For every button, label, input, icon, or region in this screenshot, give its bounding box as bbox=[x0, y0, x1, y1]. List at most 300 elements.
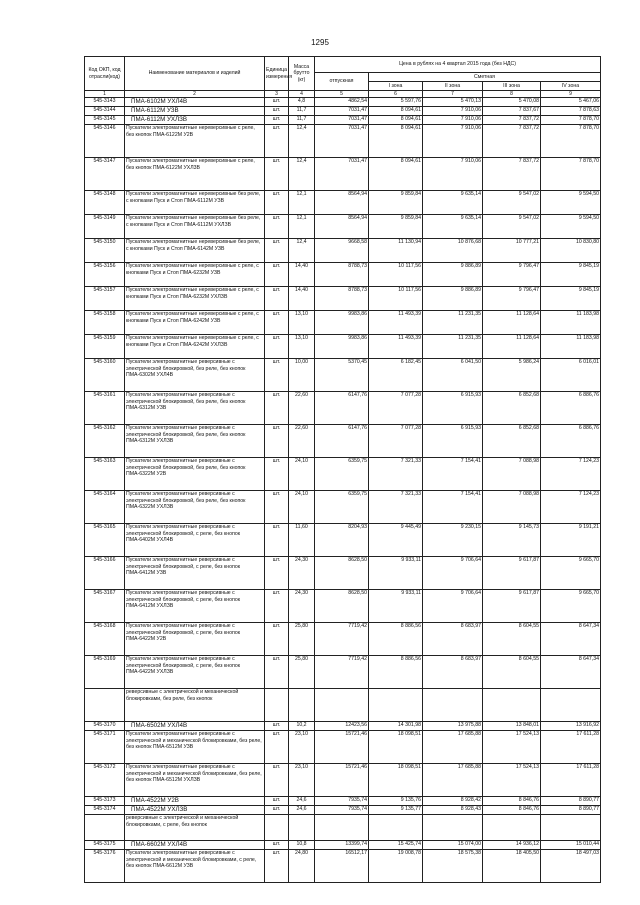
price-zone-3-cell: 6 852,68 bbox=[483, 425, 541, 458]
table-row bbox=[85, 815, 601, 841]
price-zone-1-cell: 19 008,78 bbox=[369, 850, 423, 883]
header-zone-2: II зона bbox=[423, 82, 483, 91]
item-name-cell: ПМА-6102М УХЛ4В bbox=[125, 98, 265, 107]
price-zone-1-cell: 18 098,51 bbox=[369, 731, 423, 764]
price-zone-3-cell: 8 846,76 bbox=[483, 806, 541, 815]
table-row bbox=[85, 623, 601, 656]
price-zone-2-cell: 11 231,35 bbox=[423, 311, 483, 335]
price-otpusknaya-cell: 7935,74 bbox=[315, 797, 369, 806]
price-zone-1-cell bbox=[369, 815, 423, 841]
price-zone-1-cell: 7 321,33 bbox=[369, 458, 423, 491]
unit-cell: шт. bbox=[265, 797, 289, 806]
price-zone-4-cell: 9 594,50 bbox=[541, 191, 601, 215]
price-zone-1-cell: 8 094,61 bbox=[369, 125, 423, 158]
price-zone-1-cell: 9 859,84 bbox=[369, 191, 423, 215]
price-zone-4-cell bbox=[541, 815, 601, 841]
mass-cell: 24,10 bbox=[289, 458, 315, 491]
price-otpusknaya-cell: 7935,74 bbox=[315, 806, 369, 815]
price-zone-4-cell: 8 647,34 bbox=[541, 656, 601, 689]
price-zone-2-cell: 9 706,64 bbox=[423, 557, 483, 590]
column-number: 4 bbox=[289, 91, 315, 98]
okp-code-cell: 545-3165 bbox=[85, 524, 125, 557]
unit-cell: шт. bbox=[265, 335, 289, 359]
table-row bbox=[85, 425, 601, 458]
price-zone-2-cell: 9 635,14 bbox=[423, 215, 483, 239]
price-zone-4-cell: 18 497,03 bbox=[541, 850, 601, 883]
price-zone-4-cell: 9 845,19 bbox=[541, 287, 601, 311]
table-row bbox=[85, 689, 601, 722]
unit-cell: шт. bbox=[265, 392, 289, 425]
price-zone-3-cell: 8 604,55 bbox=[483, 623, 541, 656]
header-code: Код ОКП, код отрасли(код) bbox=[85, 57, 125, 91]
price-zone-3-cell: 9 617,87 bbox=[483, 590, 541, 623]
price-zone-3-cell: 11 128,64 bbox=[483, 335, 541, 359]
price-zone-2-cell: 7 910,06 bbox=[423, 107, 483, 116]
price-otpusknaya-cell bbox=[315, 689, 369, 722]
price-zone-4-cell: 8 890,77 bbox=[541, 806, 601, 815]
price-zone-4-cell bbox=[541, 689, 601, 722]
price-zone-1-cell: 6 182,45 bbox=[369, 359, 423, 392]
price-otpusknaya-cell: 6147,76 bbox=[315, 392, 369, 425]
price-zone-2-cell: 15 074,00 bbox=[423, 841, 483, 850]
unit-cell: шт. bbox=[265, 458, 289, 491]
header-zone-4: IV зона bbox=[541, 82, 601, 91]
price-zone-3-cell: 9 547,02 bbox=[483, 215, 541, 239]
mass-cell: 24,10 bbox=[289, 491, 315, 524]
price-zone-4-cell: 11 183,98 bbox=[541, 311, 601, 335]
price-zone-2-cell: 17 685,88 bbox=[423, 731, 483, 764]
unit-cell: шт. bbox=[265, 116, 289, 125]
item-name-cell: ПМА-6502М УХЛ4В bbox=[125, 722, 265, 731]
item-name-cell: Пускатели электромагнитные реверсивные с электрической блокировкой, без реле, без кнопок ПМА-6312М УЗВ bbox=[125, 392, 265, 425]
price-otpusknaya-cell: 7031,47 bbox=[315, 107, 369, 116]
item-name-cell: Пускатели электромагнитные реверсивные с электрической блокировкой, без реле, без кнопок ПМА-6302М УХЛ4В bbox=[125, 359, 265, 392]
mass-cell: 12,4 bbox=[289, 125, 315, 158]
price-zone-3-cell: 17 524,13 bbox=[483, 731, 541, 764]
price-zone-2-cell: 7 154,41 bbox=[423, 491, 483, 524]
item-name-cell: ПМА-4522М УХЛЗВ bbox=[125, 806, 265, 815]
price-otpusknaya-cell: 6359,75 bbox=[315, 458, 369, 491]
price-zone-3-cell: 6 852,68 bbox=[483, 392, 541, 425]
price-zone-4-cell: 11 183,98 bbox=[541, 335, 601, 359]
price-zone-2-cell: 9 886,89 bbox=[423, 287, 483, 311]
price-zone-3-cell: 5 470,08 bbox=[483, 98, 541, 107]
price-otpusknaya-cell: 8628,50 bbox=[315, 590, 369, 623]
item-name-cell: Пускатели электромагнитные нереверсивные с реле, с кнопками Пуск и Стоп ПМА-6232М УХЛЗВ bbox=[125, 287, 265, 311]
table-row bbox=[85, 392, 601, 425]
price-zone-2-cell: 7 154,41 bbox=[423, 458, 483, 491]
price-zone-3-cell: 18 405,50 bbox=[483, 850, 541, 883]
price-zone-3-cell bbox=[483, 689, 541, 722]
item-name-cell: ПМА-6602М УХЛ4В bbox=[125, 841, 265, 850]
price-zone-3-cell: 7 837,72 bbox=[483, 116, 541, 125]
price-otpusknaya-cell: 7719,42 bbox=[315, 656, 369, 689]
mass-cell: 13,10 bbox=[289, 311, 315, 335]
price-zone-4-cell: 17 611,28 bbox=[541, 731, 601, 764]
price-zone-2-cell: 7 910,06 bbox=[423, 116, 483, 125]
mass-cell: 14,40 bbox=[289, 287, 315, 311]
unit-cell: шт. bbox=[265, 623, 289, 656]
price-zone-4-cell: 7 124,23 bbox=[541, 458, 601, 491]
okp-code-cell: 545-3176 bbox=[85, 850, 125, 883]
header-smetnaya: Сметная bbox=[369, 73, 601, 82]
unit-cell: шт. bbox=[265, 806, 289, 815]
table-row bbox=[85, 98, 601, 107]
price-otpusknaya-cell: 4862,54 bbox=[315, 98, 369, 107]
table-row bbox=[85, 287, 601, 311]
table-row bbox=[85, 557, 601, 590]
price-zone-1-cell: 10 117,56 bbox=[369, 263, 423, 287]
okp-code-cell: 545-3164 bbox=[85, 491, 125, 524]
item-name-cell: Пускатели электромагнитные нереверсивные с реле, без кнопок ПМА-6122М УХЛ3В bbox=[125, 158, 265, 191]
mass-cell: 11,7 bbox=[289, 116, 315, 125]
price-zone-3-cell: 11 128,64 bbox=[483, 311, 541, 335]
mass-cell: 12,1 bbox=[289, 191, 315, 215]
price-otpusknaya-cell: 16512,17 bbox=[315, 850, 369, 883]
price-zone-2-cell: 5 470,13 bbox=[423, 98, 483, 107]
price-zone-3-cell: 9 796,47 bbox=[483, 263, 541, 287]
price-zone-2-cell: 17 685,88 bbox=[423, 764, 483, 797]
price-zone-1-cell: 5 597,76 bbox=[369, 98, 423, 107]
item-name-cell: реверсивные с электрической и механической блокировками, с реле, без кнопок bbox=[125, 815, 265, 841]
price-zone-1-cell: 9 859,84 bbox=[369, 215, 423, 239]
unit-cell: шт. bbox=[265, 850, 289, 883]
price-zone-2-cell: 9 635,14 bbox=[423, 191, 483, 215]
price-otpusknaya-cell: 6147,76 bbox=[315, 425, 369, 458]
table-row bbox=[85, 590, 601, 623]
price-zone-3-cell: 7 837,72 bbox=[483, 125, 541, 158]
price-zone-2-cell: 7 910,06 bbox=[423, 158, 483, 191]
column-number: 7 bbox=[423, 91, 483, 98]
price-zone-4-cell: 7 878,70 bbox=[541, 116, 601, 125]
table-row bbox=[85, 731, 601, 764]
item-name-cell: ПМА-4522М У2В bbox=[125, 797, 265, 806]
price-zone-1-cell: 7 077,28 bbox=[369, 425, 423, 458]
mass-cell: 25,80 bbox=[289, 656, 315, 689]
price-zone-1-cell bbox=[369, 689, 423, 722]
column-number: 1 bbox=[85, 91, 125, 98]
price-zone-3-cell: 9 796,47 bbox=[483, 287, 541, 311]
price-zone-4-cell: 9 665,70 bbox=[541, 590, 601, 623]
price-zone-1-cell: 7 321,33 bbox=[369, 491, 423, 524]
price-otpusknaya-cell: 5370,45 bbox=[315, 359, 369, 392]
unit-cell bbox=[265, 689, 289, 722]
price-zone-2-cell: 11 231,35 bbox=[423, 335, 483, 359]
item-name-cell: Пускатели электромагнитные реверсивные с электрической блокировкой, с реле, без кнопок ПМА-6412М УЗВ bbox=[125, 557, 265, 590]
item-name-cell: Пускатели электромагнитные реверсивные с электрической и механической блокировками, с реле, без кнопок ПМА-6612М УЗВ bbox=[125, 850, 265, 883]
price-zone-4-cell: 13 916,92 bbox=[541, 722, 601, 731]
table-row bbox=[85, 116, 601, 125]
price-otpusknaya-cell: 8564,94 bbox=[315, 191, 369, 215]
price-otpusknaya-cell: 8788,73 bbox=[315, 263, 369, 287]
price-zone-3-cell: 14 936,12 bbox=[483, 841, 541, 850]
okp-code-cell: 545-3146 bbox=[85, 125, 125, 158]
mass-cell: 12,4 bbox=[289, 158, 315, 191]
column-number: 9 bbox=[541, 91, 601, 98]
price-otpusknaya-cell: 7031,47 bbox=[315, 158, 369, 191]
price-otpusknaya-cell: 9983,86 bbox=[315, 311, 369, 335]
price-zone-1-cell: 8 094,61 bbox=[369, 158, 423, 191]
okp-code-cell: 545-3157 bbox=[85, 287, 125, 311]
table-row bbox=[85, 806, 601, 815]
mass-cell: 10,2 bbox=[289, 722, 315, 731]
mass-cell: 14,40 bbox=[289, 263, 315, 287]
unit-cell: шт. bbox=[265, 263, 289, 287]
price-zone-2-cell: 8 683,97 bbox=[423, 623, 483, 656]
unit-cell: шт. bbox=[265, 491, 289, 524]
price-zone-4-cell: 9 665,70 bbox=[541, 557, 601, 590]
price-otpusknaya-cell: 15721,46 bbox=[315, 764, 369, 797]
table-row bbox=[85, 239, 601, 263]
header-zone-3: III зона bbox=[483, 82, 541, 91]
price-zone-3-cell: 7 837,67 bbox=[483, 107, 541, 116]
mass-cell bbox=[289, 815, 315, 841]
unit-cell: шт. bbox=[265, 287, 289, 311]
mass-cell: 24,30 bbox=[289, 590, 315, 623]
header-name: Наименование материалов и изделий bbox=[125, 57, 265, 91]
okp-code-cell: 545-3172 bbox=[85, 764, 125, 797]
okp-code-cell: 545-3171 bbox=[85, 731, 125, 764]
table-row bbox=[85, 656, 601, 689]
okp-code-cell: 545-3169 bbox=[85, 656, 125, 689]
price-zone-3-cell bbox=[483, 815, 541, 841]
item-name-cell: Пускатели электромагнитные реверсивные с электрической блокировкой, без реле, без кнопок ПМА-6322М У2В bbox=[125, 458, 265, 491]
mass-cell: 24,6 bbox=[289, 806, 315, 815]
header-mass: Масса брутто (кг) bbox=[289, 57, 315, 91]
price-zone-2-cell: 6 041,50 bbox=[423, 359, 483, 392]
okp-code-cell: 545-3158 bbox=[85, 311, 125, 335]
price-zone-3-cell: 8 846,76 bbox=[483, 797, 541, 806]
price-otpusknaya-cell: 9668,58 bbox=[315, 239, 369, 263]
price-zone-2-cell: 8 928,42 bbox=[423, 797, 483, 806]
price-zone-3-cell: 7 837,72 bbox=[483, 158, 541, 191]
header-otpusknaya: отпускная bbox=[315, 73, 369, 91]
price-zone-4-cell: 6 016,01 bbox=[541, 359, 601, 392]
mass-cell: 24,30 bbox=[289, 557, 315, 590]
okp-code-cell: 545-3168 bbox=[85, 623, 125, 656]
table-row bbox=[85, 263, 601, 287]
item-name-cell: Пускатели электромагнитные нереверсивные без реле, с кнопками Пуск и Стоп ПМА-6112М УХЛЗВ bbox=[125, 215, 265, 239]
price-zone-2-cell bbox=[423, 815, 483, 841]
price-zone-1-cell: 8 094,61 bbox=[369, 107, 423, 116]
item-name-cell: Пускатели электромагнитные нереверсивные с реле, с кнопками Пуск и Стоп ПМА-6242М УХЛЗВ bbox=[125, 335, 265, 359]
price-zone-2-cell: 8 683,97 bbox=[423, 656, 483, 689]
price-zone-1-cell: 7 077,28 bbox=[369, 392, 423, 425]
price-zone-3-cell: 9 547,02 bbox=[483, 191, 541, 215]
table-row bbox=[85, 107, 601, 116]
okp-code-cell: 545-3150 bbox=[85, 239, 125, 263]
okp-code-cell: 545-3148 bbox=[85, 191, 125, 215]
price-zone-1-cell: 8 886,56 bbox=[369, 623, 423, 656]
mass-cell: 24,80 bbox=[289, 850, 315, 883]
unit-cell: шт. bbox=[265, 359, 289, 392]
price-zone-2-cell: 13 975,88 bbox=[423, 722, 483, 731]
table-body bbox=[85, 98, 601, 883]
price-table bbox=[84, 56, 601, 883]
item-name-cell: Пускатели электромагнитные нереверсивные с реле, с кнопками Пуск и Стоп ПМА-6242М УЗВ bbox=[125, 311, 265, 335]
mass-cell: 10,8 bbox=[289, 841, 315, 850]
mass-cell: 11,7 bbox=[289, 107, 315, 116]
price-otpusknaya-cell: 8204,93 bbox=[315, 524, 369, 557]
unit-cell: шт. bbox=[265, 98, 289, 107]
price-zone-3-cell: 17 524,13 bbox=[483, 764, 541, 797]
mass-cell: 25,80 bbox=[289, 623, 315, 656]
price-zone-2-cell: 6 915,93 bbox=[423, 425, 483, 458]
table-row bbox=[85, 215, 601, 239]
price-zone-4-cell: 10 830,80 bbox=[541, 239, 601, 263]
price-zone-4-cell: 9 845,19 bbox=[541, 263, 601, 287]
price-otpusknaya-cell: 8628,50 bbox=[315, 557, 369, 590]
price-otpusknaya-cell: 15721,46 bbox=[315, 731, 369, 764]
okp-code-cell: 545-3170 bbox=[85, 722, 125, 731]
okp-code-cell: 545-3163 bbox=[85, 458, 125, 491]
price-zone-3-cell: 10 777,21 bbox=[483, 239, 541, 263]
mass-cell: 11,60 bbox=[289, 524, 315, 557]
price-zone-1-cell: 18 098,51 bbox=[369, 764, 423, 797]
table-row bbox=[85, 311, 601, 335]
item-name-cell: Пускатели электромагнитные реверсивные с электрической и механической блокировками, без реле, без кнопок ПМА-6512М УЗВ bbox=[125, 731, 265, 764]
okp-code-cell: 545-3161 bbox=[85, 392, 125, 425]
price-otpusknaya-cell: 9983,86 bbox=[315, 335, 369, 359]
price-zone-3-cell: 13 848,01 bbox=[483, 722, 541, 731]
unit-cell: шт. bbox=[265, 841, 289, 850]
price-zone-4-cell: 15 010,44 bbox=[541, 841, 601, 850]
price-zone-1-cell: 11 493,39 bbox=[369, 335, 423, 359]
column-number: 3 bbox=[265, 91, 289, 98]
price-zone-4-cell: 7 878,70 bbox=[541, 125, 601, 158]
mass-cell bbox=[289, 689, 315, 722]
unit-cell: шт. bbox=[265, 158, 289, 191]
price-zone-4-cell: 7 878,70 bbox=[541, 158, 601, 191]
unit-cell: шт. bbox=[265, 311, 289, 335]
item-name-cell: Пускатели электромагнитные нереверсивные с реле, без кнопок ПМА-6122М У2В bbox=[125, 125, 265, 158]
table-header bbox=[85, 57, 601, 98]
price-zone-4-cell: 9 191,21 bbox=[541, 524, 601, 557]
unit-cell: шт. bbox=[265, 656, 289, 689]
price-zone-4-cell: 8 647,34 bbox=[541, 623, 601, 656]
mass-cell: 24,6 bbox=[289, 797, 315, 806]
okp-code-cell: 545-3162 bbox=[85, 425, 125, 458]
header-zone-1: I зона bbox=[369, 82, 423, 91]
okp-code-cell: 545-3173 bbox=[85, 797, 125, 806]
price-zone-3-cell: 7 088,98 bbox=[483, 458, 541, 491]
item-name-cell: Пускатели электромагнитные нереверсивные с реле, с кнопками Пуск и Стоп ПМА-6232М УЗВ bbox=[125, 263, 265, 287]
item-name-cell: Пускатели электромагнитные реверсивные с электрической блокировкой, с реле, без кнопок ПМА-6422М УХЛЗВ bbox=[125, 656, 265, 689]
okp-code-cell: 545-3144 bbox=[85, 107, 125, 116]
column-numbers-row bbox=[85, 91, 601, 98]
price-zone-2-cell bbox=[423, 689, 483, 722]
okp-code-cell: 545-3160 bbox=[85, 359, 125, 392]
item-name-cell: Пускатели электромагнитные реверсивные с электрической блокировкой, с реле, без кнопок ПМА-6422М У2В bbox=[125, 623, 265, 656]
price-otpusknaya-cell: 7031,47 bbox=[315, 125, 369, 158]
mass-cell: 22,60 bbox=[289, 425, 315, 458]
mass-cell: 12,4 bbox=[289, 239, 315, 263]
okp-code-cell: 545-3167 bbox=[85, 590, 125, 623]
price-otpusknaya-cell: 6359,75 bbox=[315, 491, 369, 524]
column-number: 2 bbox=[125, 91, 265, 98]
okp-code-cell: 545-3159 bbox=[85, 335, 125, 359]
item-name-cell: реверсивные с электрической и механической блокировками, без реле, без кнопок bbox=[125, 689, 265, 722]
table-row bbox=[85, 797, 601, 806]
unit-cell bbox=[265, 815, 289, 841]
price-zone-3-cell: 7 088,98 bbox=[483, 491, 541, 524]
column-number: 5 bbox=[315, 91, 369, 98]
mass-cell: 4,8 bbox=[289, 98, 315, 107]
item-name-cell: ПМА-6112М УХЛЗВ bbox=[125, 116, 265, 125]
item-name-cell: Пускатели электромагнитные реверсивные с электрической и механической блокировками, без реле, без кнопок ПМА-6512М УХЛЗВ bbox=[125, 764, 265, 797]
price-zone-1-cell: 14 301,98 bbox=[369, 722, 423, 731]
price-zone-4-cell: 8 890,77 bbox=[541, 797, 601, 806]
price-zone-3-cell: 5 986,24 bbox=[483, 359, 541, 392]
column-number: 8 bbox=[483, 91, 541, 98]
unit-cell: шт. bbox=[265, 590, 289, 623]
table-row bbox=[85, 158, 601, 191]
item-name-cell: Пускатели электромагнитные реверсивные с электрической блокировкой, без реле, без кнопок ПМА-6312М УХЛЗВ bbox=[125, 425, 265, 458]
table-row bbox=[85, 125, 601, 158]
table-row bbox=[85, 722, 601, 731]
mass-cell: 22,60 bbox=[289, 392, 315, 425]
unit-cell: шт. bbox=[265, 125, 289, 158]
table-row bbox=[85, 359, 601, 392]
price-zone-4-cell: 5 467,06 bbox=[541, 98, 601, 107]
price-zone-4-cell: 17 611,28 bbox=[541, 764, 601, 797]
price-zone-2-cell: 9 706,64 bbox=[423, 590, 483, 623]
table-row bbox=[85, 491, 601, 524]
price-zone-3-cell: 8 604,55 bbox=[483, 656, 541, 689]
column-number: 6 bbox=[369, 91, 423, 98]
mass-cell: 12,1 bbox=[289, 215, 315, 239]
mass-cell: 10,00 bbox=[289, 359, 315, 392]
table-row bbox=[85, 524, 601, 557]
price-zone-1-cell: 9 933,11 bbox=[369, 590, 423, 623]
price-otpusknaya-cell: 7719,42 bbox=[315, 623, 369, 656]
price-zone-2-cell: 9 230,15 bbox=[423, 524, 483, 557]
price-zone-4-cell: 7 124,23 bbox=[541, 491, 601, 524]
table-row bbox=[85, 335, 601, 359]
price-zone-3-cell: 9 617,87 bbox=[483, 557, 541, 590]
price-zone-2-cell: 9 886,89 bbox=[423, 263, 483, 287]
okp-code-cell: 545-3175 bbox=[85, 841, 125, 850]
price-zone-3-cell: 9 145,73 bbox=[483, 524, 541, 557]
price-zone-1-cell: 9 135,76 bbox=[369, 797, 423, 806]
okp-code-cell bbox=[85, 815, 125, 841]
price-zone-1-cell: 9 445,49 bbox=[369, 524, 423, 557]
price-zone-4-cell: 6 886,76 bbox=[541, 425, 601, 458]
unit-cell: шт. bbox=[265, 191, 289, 215]
price-zone-1-cell: 9 135,77 bbox=[369, 806, 423, 815]
price-zone-2-cell: 18 575,38 bbox=[423, 850, 483, 883]
okp-code-cell: 545-3166 bbox=[85, 557, 125, 590]
price-zone-2-cell: 6 915,93 bbox=[423, 392, 483, 425]
unit-cell: шт. bbox=[265, 731, 289, 764]
price-zone-1-cell: 8 094,61 bbox=[369, 116, 423, 125]
price-zone-1-cell: 11 130,94 bbox=[369, 239, 423, 263]
okp-code-cell: 545-3174 bbox=[85, 806, 125, 815]
mass-cell: 23,10 bbox=[289, 764, 315, 797]
item-name-cell: Пускатели электромагнитные нереверсивные без реле, с кнопками Пуск и Стоп ПМА-6142М УЗВ bbox=[125, 239, 265, 263]
page-number: 1295 bbox=[311, 38, 329, 47]
okp-code-cell: 545-3143 bbox=[85, 98, 125, 107]
table-row bbox=[85, 764, 601, 797]
unit-cell: шт. bbox=[265, 524, 289, 557]
table-row bbox=[85, 850, 601, 883]
price-zone-4-cell: 6 886,76 bbox=[541, 392, 601, 425]
table-row bbox=[85, 191, 601, 215]
price-otpusknaya-cell bbox=[315, 815, 369, 841]
table-row bbox=[85, 841, 601, 850]
price-zone-2-cell: 8 928,43 bbox=[423, 806, 483, 815]
header-price-group: Цена в рублях на 4 квартал 2015 года (без НДС) bbox=[315, 57, 601, 73]
